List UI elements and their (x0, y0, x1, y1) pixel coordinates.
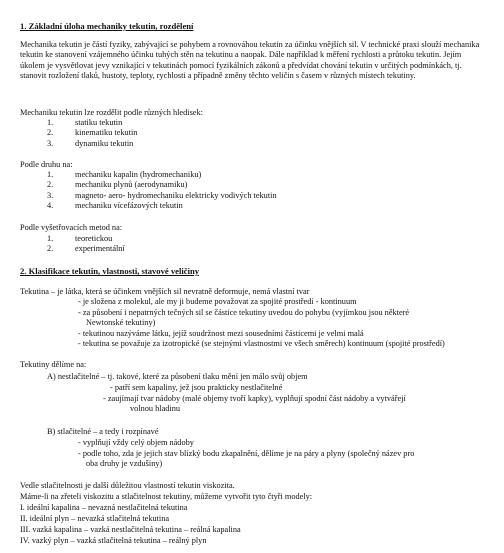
list-item: 2. mechaniku plynů (aerodynamiku) (47, 180, 188, 190)
list-item: 1. statiku tekutin (47, 118, 123, 127)
list-item: 4. mechaniku vícefázových tekutin (47, 201, 183, 211)
incompressible-item: - patří sem kapaliny, jež jsou prakticky nestlačitelné (110, 383, 283, 392)
list-item: 1. teoretickou (47, 234, 113, 243)
section-1-heading: 1. Základní úloha mechaniky tekutin, rozdělení (20, 21, 194, 31)
compressible-lead: B) stlačitelné – a tedy i rozpínavé (47, 427, 159, 436)
list-item: 2. experimentální (47, 244, 125, 254)
viscosity-note: Vedle stlačitelnosti je další důležitou vlastností tekutin viskozita. (20, 481, 235, 490)
incompressible-item: volnou hladinu (130, 404, 181, 413)
fluid-definition: Tekutina – je látka, která se účinkem vnějších sil nevratně deformuje, nemá vlastní tvar (20, 287, 310, 296)
model-item: I. ideální kapalina – nevazná nestlačitelná tekutina (20, 503, 188, 512)
section-2-heading: 2. Klasifikace tekutin, vlastnosti, stavové veličiny (20, 266, 200, 276)
compressible-item: oba druhy je vzdušiny) (86, 459, 163, 468)
divide-intro: Tekutiny dělíme na: (20, 360, 87, 369)
model-item: IV. vazký plyn – vazká stlačitelná tekutina – reálný plyn (20, 536, 207, 545)
definition-item: - je složena z molekul, ale my ji budeme považovat za spojité prostředí - kontinuum (78, 297, 357, 306)
compressible-item: - vyplňují vždy celý objem nádoby (78, 438, 194, 447)
definition-item: - za působení i nepatrných tečných sil se částice tekutiny uvedou do pohybu (vyjímkou jsou některé (78, 308, 410, 317)
list-item: 3. dynamiku tekutin (47, 138, 134, 148)
list-item: 3. magneto- aero- hydromechaniku elektricky vodivých tekutin (47, 190, 277, 200)
definition-item: - tekutina se považuje za izotropické (se stejnými vlastnostmi ve všech směrech) kontinuum (spojité prostředí) (78, 339, 445, 348)
definition-item: - tekutinou nazýváme látku, jejíž soudržnost mezi sousedními částicemi je velmi malá (78, 329, 364, 338)
by-medium-intro: Podle druhu na: (20, 160, 73, 169)
by-medium-list (20, 170, 277, 211)
list-item: 2. kinematiku tekutin (47, 128, 138, 138)
by-method-intro: Podle vyšetřovacích metod na: (20, 223, 123, 232)
model-item: II. ideální plyn – nevazká stlačitelná tekutina (20, 514, 170, 523)
criteria-list (20, 118, 137, 149)
list-item: 1. mechaniku kapalin (hydromechaniku) (47, 170, 202, 179)
intro-paragraph (20, 40, 485, 81)
criteria-intro: Mechaniku tekutin lze rozdělit podle různých hledisek: (20, 108, 203, 117)
definition-item: Newtonské tekutiny) (86, 318, 156, 327)
model-item: III. vazká kapalina – vazká nestlačitelná tekutina – reálná kapalina (20, 525, 241, 534)
incompressible-lead: A) nestlačitelné – tj. takové, které za působení tlaku mění jen málo svůj objem (47, 372, 308, 381)
incompressible-item: - zaujímají tvar nádoby (malé objemy tvoří kapky), vyplňují spodní část nádoby a vytvářejí (103, 394, 406, 403)
by-method-list (20, 234, 125, 255)
intro-text: Mechanika tekutin je částí fyziky, zabývající se pohybem a rovnováhou tekutin za účinku vnějších sil. V technické praxi slouží mechanika tekutin ke stanovení vzájemného účinku tuhých stěn na tekutinu a naopak. Dále například k měření rychlosti a průtoku tekutin. Jejím úkolem je vysvětlovat jevy vznikající v tekutinách pomocí fyzikálních zákonů a předvídat chování tekutin v určitých podmínkách, tj. stanovit rozložení tlaků, hustoty, teploty, rychlosti a případně změny těchto veličin s časem v různých místech tekutiny. (20, 40, 480, 81)
compressible-item: - podle toho, zda je jejich stav blízký bodu zkapalnění, dělíme je na páry a plyny (společný název pro (78, 449, 415, 458)
models-intro: Máme-li na zřeteli viskozitu a stlačitelnost tekutiny, můžeme vytvořit tyto čtyři modely: (20, 492, 313, 501)
